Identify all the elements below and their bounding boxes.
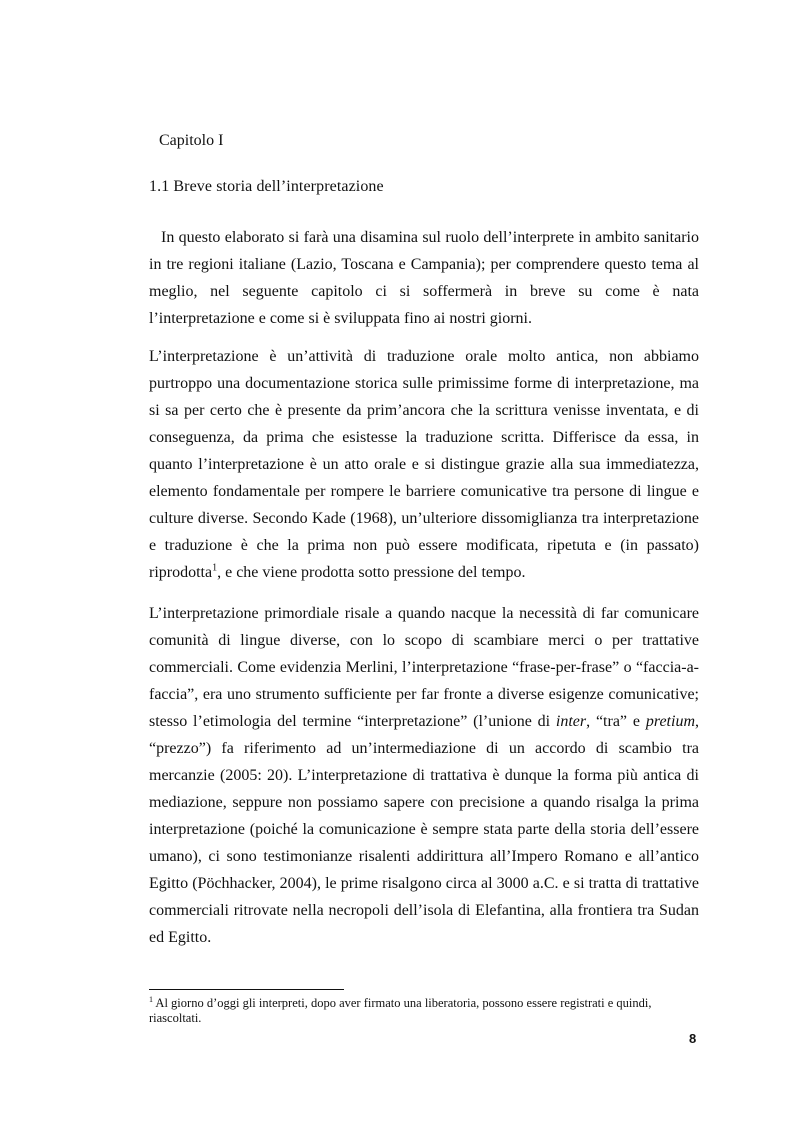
footnote-reference[interactable]: 1: [212, 562, 218, 574]
footnote-separator: [149, 989, 344, 990]
paragraph-3: [149, 600, 699, 951]
paragraph-1-text: In questo elaborato si farà una disamina sul ruolo dell’interprete in ambito sanitario in tre regioni italiane (Lazio, Toscana e Campania); per comprendere questo tema al meglio, nel seguente capitolo ci si soffermerà in breve su come è nata l’interpretazione e come si è sviluppata fino ai nostri giorni.: [149, 229, 699, 327]
page-number: 8: [689, 1031, 697, 1046]
paragraph-2: [149, 343, 699, 586]
footnote-text: Al giorno d’oggi gli interpreti, dopo aver firmato una liberatoria, possono essere registrati e quindi, riascoltati.: [149, 996, 652, 1025]
footnote: [149, 996, 699, 1026]
paragraph-3-part-a: L’interpretazione primordiale risale a quando nacque la necessità di far comunicare comunità di lingue diverse, con lo scopo di scambiare merci o per trattative commerciali. Come evidenzia Merlini, l’interpretazione “frase-per-frase” o “faccia-a-faccia”, era uno strumento sufficiente per far fronte a diverse esigenze comunicative; stesso l’etimologia del termine “interpretazione” (l’unione di: [149, 605, 699, 730]
term-pretium: pretium: [645, 713, 695, 730]
term-inter: inter: [555, 713, 587, 730]
paragraph-1: [149, 224, 699, 332]
paragraph-2-part-a: L’interpretazione è un’attività di traduzione orale molto antica, non abbiamo purtroppo una documentazione storica sulle primissime forme di interpretazione, ma si sa per certo che è presente da prim’ancora che la scrittura venisse inventata, e di conseguenza, da prima che esistesse la traduzione scritta. Differisce da essa, in quanto l’interpretazione è un atto orale e si distingue grazie alla sua immediatezza, elemento fondamentale per rompere le barriere comunicative tra persone di lingue e culture diverse. Secondo Kade (1968), un’ulteriore dissomiglianza tra interpretazione e traduzione è che la prima non può essere modificata, ripetuta e (in passato) riprodotta: [149, 348, 699, 581]
section-heading: 1.1 Breve storia dell’interpretazione: [149, 178, 384, 195]
paragraph-2-text: [149, 343, 699, 586]
footnote-mark: 1: [149, 994, 153, 1004]
paragraph-2-part-b: , e che viene prodotta sotto pressione del tempo.: [217, 564, 526, 581]
paragraph-3-text: [149, 600, 699, 951]
chapter-heading: Capitolo I: [159, 132, 224, 149]
paragraph-3-part-c: , “prezzo”) fa riferimento ad un’intermediazione di un accordo di scambio tra mercanzie (2005: 20). L’interpretazione di trattativa è dunque la forma più antica di mediazione, seppure non possiamo sapere con precisione a quando risalga la prima interpretazione (poiché la comunicazione è sempre stata parte della storia dell’essere umano), ci sono testimonianze risalenti addirittura all’Impero Romano e all’antico Egitto (Pöchhacker, 2004), le prime risalgono circa al 3000 a.C. e si tratta di trattative commerciali ritrovate nella necropoli dell’isola di Elefantina, alla frontiera tra Sudan ed Egitto.: [149, 713, 699, 946]
paragraph-3-part-b: , “tra” e: [586, 713, 646, 730]
